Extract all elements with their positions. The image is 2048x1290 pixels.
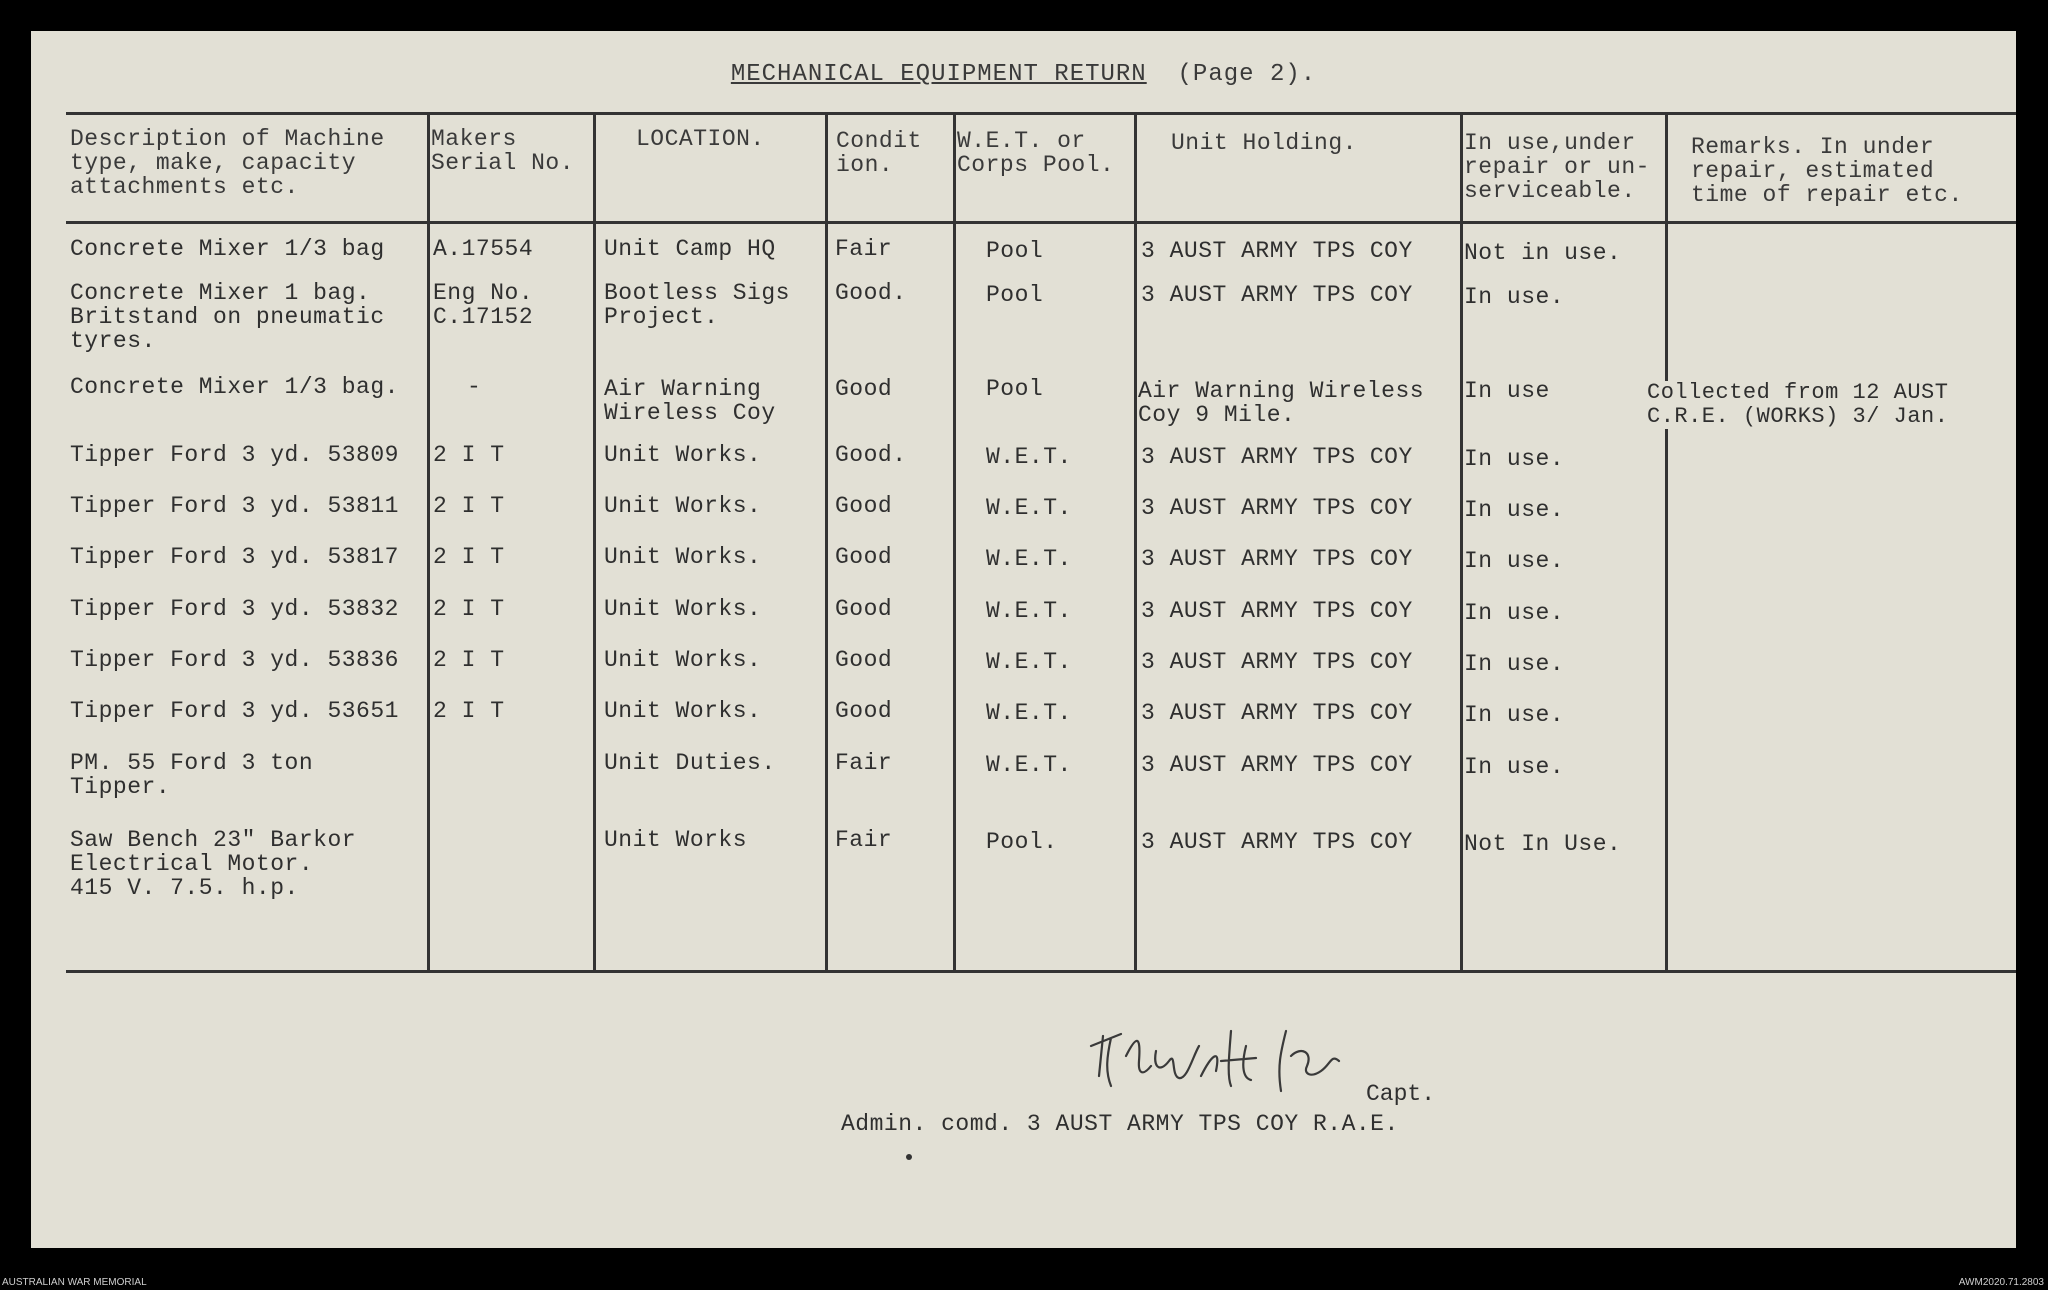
cell-wet-pool: W.E.T. xyxy=(986,546,1072,572)
header-description: Description of Machine type, make, capacity attachments etc. xyxy=(70,126,385,200)
cell-use-status: In use. xyxy=(1464,446,1565,472)
cell-location: Bootless Sigs Project. xyxy=(604,280,790,330)
cell-description: Concrete Mixer 1/3 bag. xyxy=(70,374,399,400)
cell-condition: Fair xyxy=(835,750,893,776)
cell-unit-holding: 3 AUST ARMY TPS COY xyxy=(1141,752,1413,778)
header-bottom-rule xyxy=(66,221,2016,224)
header-condition: Condit ion. xyxy=(836,128,922,178)
cell-serial: Eng No. C.17152 xyxy=(433,280,534,330)
cell-location: Unit Works. xyxy=(604,442,762,468)
header-wet-pool: W.E.T. or Corps Pool. xyxy=(957,128,1115,178)
cell-condition: Good xyxy=(835,698,893,724)
header-location: LOCATION. xyxy=(636,126,765,152)
cell-use-status: In use. xyxy=(1464,548,1565,574)
cell-wet-pool: W.E.T. xyxy=(986,598,1072,624)
cell-unit-holding: Air Warning Wireless Coy 9 Mile. xyxy=(1138,378,1425,428)
cell-description: Concrete Mixer 1 bag. Britstand on pneumatic tyres. xyxy=(70,280,385,354)
cell-location: Unit Camp HQ xyxy=(604,236,776,262)
cell-description: Tipper Ford 3 yd. 53811 xyxy=(70,493,399,519)
column-divider xyxy=(427,112,430,972)
footer-source-label: AUSTRALIAN WAR MEMORIAL xyxy=(2,1277,147,1288)
cell-wet-pool: W.E.T. xyxy=(986,752,1072,778)
cell-use-status: In use. xyxy=(1464,702,1565,728)
column-divider xyxy=(593,112,596,972)
column-divider xyxy=(1665,112,1668,972)
cell-description: Concrete Mixer 1/3 bag xyxy=(70,236,385,262)
cell-serial: A.17554 xyxy=(433,236,534,262)
cell-use-status: Not In Use. xyxy=(1464,831,1622,857)
cell-condition: Good xyxy=(835,596,893,622)
column-divider xyxy=(1460,112,1463,972)
cell-location: Unit Works xyxy=(604,827,748,853)
cell-condition: Good xyxy=(835,544,893,570)
cell-location: Unit Works. xyxy=(604,698,762,724)
cell-wet-pool: W.E.T. xyxy=(986,444,1072,470)
header-remarks: Remarks. In under repair, estimated time of repair etc. xyxy=(1691,134,1963,208)
cell-condition: Good xyxy=(835,647,893,673)
cell-description: Tipper Ford 3 yd. 53809 xyxy=(70,442,399,468)
cell-use-status: In use. xyxy=(1464,284,1565,310)
cell-unit-holding: 3 AUST ARMY TPS COY xyxy=(1141,700,1413,726)
document-title: MECHANICAL EQUIPMENT RETURN xyxy=(730,61,1147,88)
cell-description: Tipper Ford 3 yd. 53817 xyxy=(70,544,399,570)
header-use-status: In use,under repair or un- serviceable. xyxy=(1464,130,1650,204)
cell-wet-pool: Pool. xyxy=(986,829,1058,855)
cell-use-status: In use. xyxy=(1464,497,1565,523)
footer-accession-number: AWM2020.71.2803 xyxy=(1958,1277,2044,1288)
cell-unit-holding: 3 AUST ARMY TPS COY xyxy=(1141,546,1413,572)
cell-use-status: In use xyxy=(1464,378,1550,404)
cell-description: PM. 55 Ford 3 ton Tipper. xyxy=(70,750,314,800)
cell-description: Saw Bench 23" Barkor Electrical Motor. 415 V. 7.5. h.p. xyxy=(70,827,357,901)
cell-use-status: Not in use. xyxy=(1464,240,1622,266)
cell-condition: Good xyxy=(835,493,893,519)
cell-wet-pool: W.E.T. xyxy=(986,649,1072,675)
document-page xyxy=(31,31,2016,1248)
cell-serial: 2 I T xyxy=(433,493,505,519)
cell-description: Tipper Ford 3 yd. 53651 xyxy=(70,698,399,724)
cell-serial: 2 I T xyxy=(433,698,505,724)
table-bottom-rule xyxy=(66,970,2016,973)
cell-wet-pool: Pool xyxy=(986,376,1044,402)
cell-condition: Good xyxy=(835,376,893,402)
cell-remarks: Collected from 12 AUST C.R.E. (WORKS) 3/ Jan. xyxy=(1647,380,1949,429)
cell-unit-holding: 3 AUST ARMY TPS COY xyxy=(1141,444,1413,470)
cell-wet-pool: W.E.T. xyxy=(986,700,1072,726)
cell-serial: 2 I T xyxy=(433,442,505,468)
cell-unit-holding: 3 AUST ARMY TPS COY xyxy=(1141,495,1413,521)
header-serial: Makers Serial No. xyxy=(431,126,575,176)
cell-location: Unit Works. xyxy=(604,596,762,622)
cell-location: Air Warning Wireless Coy xyxy=(604,376,776,426)
cell-unit-holding: 3 AUST ARMY TPS COY xyxy=(1141,829,1413,855)
ink-dot xyxy=(906,1154,912,1160)
cell-wet-pool: Pool xyxy=(986,282,1044,308)
cell-unit-holding: 3 AUST ARMY TPS COY xyxy=(1141,238,1413,264)
cell-location: Unit Works. xyxy=(604,544,762,570)
handwritten-signature xyxy=(1081,1016,1371,1106)
cell-location: Unit Works. xyxy=(604,647,762,673)
cell-location: Unit Works. xyxy=(604,493,762,519)
cell-condition: Good. xyxy=(835,442,907,468)
cell-use-status: In use. xyxy=(1464,754,1565,780)
cell-wet-pool: Pool xyxy=(986,238,1044,264)
document-title-line xyxy=(31,61,2016,88)
cell-wet-pool: W.E.T. xyxy=(986,495,1072,521)
cell-condition: Good. xyxy=(835,280,907,306)
cell-use-status: In use. xyxy=(1464,651,1565,677)
cell-unit-holding: 3 AUST ARMY TPS COY xyxy=(1141,282,1413,308)
cell-condition: Fair xyxy=(835,236,893,262)
signature-block: Admin. comd. 3 AUST ARMY TPS COY R.A.E. xyxy=(841,1111,1399,1137)
cell-location: Unit Duties. xyxy=(604,750,776,776)
cell-unit-holding: 3 AUST ARMY TPS COY xyxy=(1141,649,1413,675)
cell-serial: - xyxy=(467,374,482,400)
column-divider xyxy=(1134,112,1137,972)
cell-condition: Fair xyxy=(835,827,893,853)
column-divider xyxy=(825,112,828,972)
cell-unit-holding: 3 AUST ARMY TPS COY xyxy=(1141,598,1413,624)
cell-description: Tipper Ford 3 yd. 53832 xyxy=(70,596,399,622)
page-note: (Page 2). xyxy=(1177,61,1317,88)
cell-serial: 2 I T xyxy=(433,596,505,622)
cell-serial: 2 I T xyxy=(433,544,505,570)
header-unit-holding: Unit Holding. xyxy=(1171,130,1357,156)
cell-description: Tipper Ford 3 yd. 53836 xyxy=(70,647,399,673)
table-top-rule xyxy=(66,112,2016,115)
cell-use-status: In use. xyxy=(1464,600,1565,626)
column-divider xyxy=(953,112,956,972)
signature-rank: Capt. xyxy=(1366,1081,1436,1107)
cell-serial: 2 I T xyxy=(433,647,505,673)
